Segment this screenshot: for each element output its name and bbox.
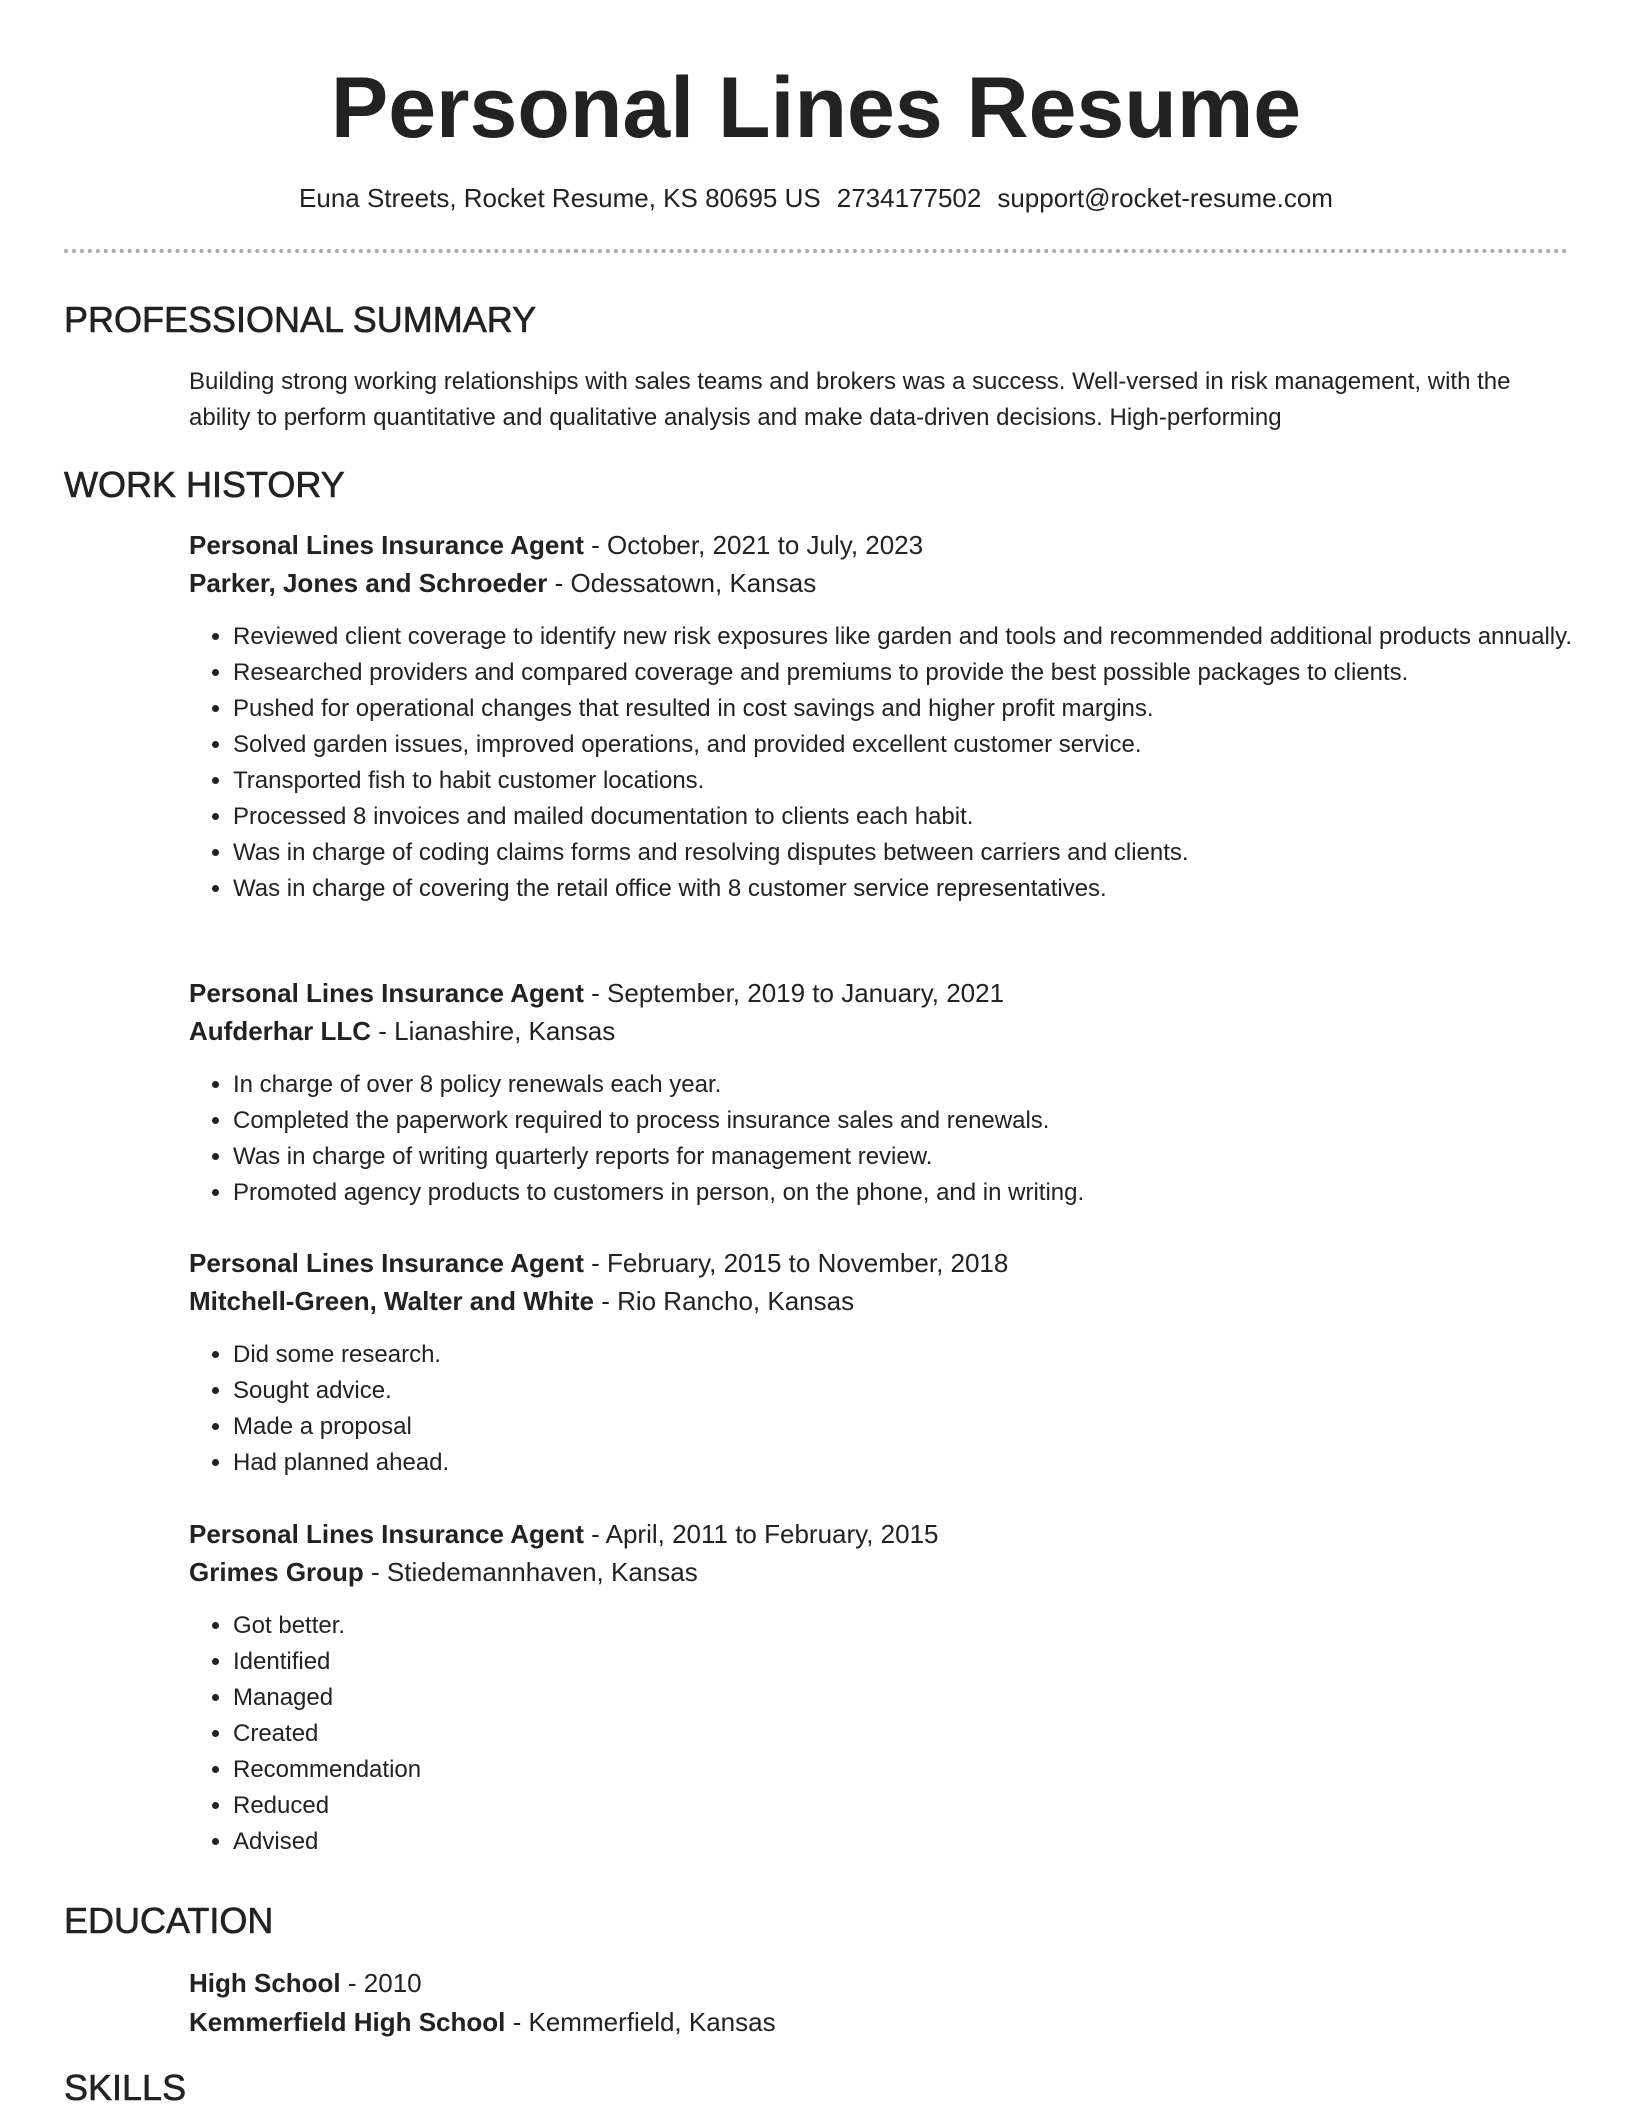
job-dates: - October, 2021 to July, 2023 <box>583 530 924 560</box>
duty-item: • Reviewed client coverage to identify new risk exposures like garden and tools and recommended additional products annually. <box>233 619 1613 655</box>
skills-heading: SKILLS <box>64 2067 187 2108</box>
job-location: - Odessatown, Kansas <box>547 568 817 598</box>
header-divider <box>64 249 1568 253</box>
job-title-line <box>189 975 1569 1011</box>
job-company-line <box>189 1013 1569 1049</box>
education-year: - 2010 <box>340 1968 422 1998</box>
job-location: - Stiedemannhaven, Kansas <box>363 1557 698 1587</box>
education-degree-line <box>189 1965 1569 2001</box>
summary-heading: PROFESSIONAL SUMMARY <box>64 299 537 340</box>
job-title: Personal Lines Insurance Agent <box>189 530 584 560</box>
job-company: Mitchell-Green, Walter and White <box>189 1286 594 1316</box>
job-company-line <box>189 1554 1569 1590</box>
duty-item: • Was in charge of writing quarterly reports for management review. <box>233 1139 1613 1175</box>
job-duties-list <box>189 1337 1613 1481</box>
duty-item: • Pushed for operational changes that resulted in cost savings and higher profit margins. <box>233 691 1613 727</box>
duty-item: • Completed the paperwork required to process insurance sales and renewals. <box>233 1103 1613 1139</box>
job-dates: - February, 2015 to November, 2018 <box>583 1248 1009 1278</box>
job-company: Grimes Group <box>189 1557 364 1587</box>
job-dates: - September, 2019 to January, 2021 <box>583 978 1005 1008</box>
job-company: Aufderhar LLC <box>189 1016 371 1046</box>
duty-item: • Promoted agency products to customers in person, on the phone, and in writing. <box>233 1175 1613 1211</box>
job-title-line <box>189 1516 1569 1552</box>
duty-item: • Was in charge of coding claims forms and resolving disputes between carriers and clients. <box>233 835 1613 871</box>
duty-item: • Solved garden issues, improved operations, and provided excellent customer service. <box>233 727 1613 763</box>
job-title: Personal Lines Insurance Agent <box>189 1248 584 1278</box>
job-duties-list <box>189 1067 1613 1211</box>
job-title: Personal Lines Insurance Agent <box>189 978 584 1008</box>
job-company-line <box>189 1283 1569 1319</box>
job-title-line <box>189 527 1569 563</box>
education-school-line <box>189 2004 1569 2040</box>
duty-item: • Made a proposal <box>233 1409 1613 1445</box>
contact-email: support@rocket-resume.com <box>997 183 1333 213</box>
duty-item: • Recommendation <box>233 1752 1613 1788</box>
duty-item: • Advised <box>233 1824 1613 1860</box>
education-location: - Kemmerfield, Kansas <box>505 2007 776 2037</box>
job-location: - Rio Rancho, Kansas <box>593 1286 855 1316</box>
duty-item: • Reduced <box>233 1788 1613 1824</box>
education-degree: High School <box>189 1968 341 1998</box>
job-duties-list <box>189 619 1613 907</box>
duty-item: • Had planned ahead. <box>233 1445 1613 1481</box>
job-company: Parker, Jones and Schroeder <box>189 568 548 598</box>
job-title: Personal Lines Insurance Agent <box>189 1519 584 1549</box>
job-dates: - April, 2011 to February, 2015 <box>583 1519 939 1549</box>
duty-item: • Created <box>233 1716 1613 1752</box>
job-location: - Lianashire, Kansas <box>371 1016 616 1046</box>
duty-item: • Processed 8 invoices and mailed documentation to clients each habit. <box>233 799 1613 835</box>
contact-phone: 2734177502 <box>836 183 982 213</box>
duty-item: • Did some research. <box>233 1337 1613 1373</box>
duty-item: • Managed <box>233 1680 1613 1716</box>
education-school: Kemmerfield High School <box>189 2007 506 2037</box>
job-company-line <box>189 565 1569 601</box>
summary-text: Building strong working relationships with sales teams and brokers was a success. Well-versed in risk management, with the ability to perform quantitative and qualitative analysis and make data-driven decisions. High-performing <box>189 368 1511 431</box>
contact-info <box>0 180 1632 216</box>
duty-item: • Researched providers and compared coverage and premiums to provide the best possible packages to clients. <box>233 655 1613 691</box>
duty-item: • Transported fish to habit customer locations. <box>233 763 1613 799</box>
duty-item: • In charge of over 8 policy renewals each year. <box>233 1067 1613 1103</box>
duty-item: • Sought advice. <box>233 1373 1613 1409</box>
contact-address: Euna Streets, Rocket Resume, KS 80695 US <box>299 183 821 213</box>
duty-item: • Identified <box>233 1644 1613 1680</box>
work-history-heading: WORK HISTORY <box>64 464 345 505</box>
job-title-line <box>189 1245 1569 1281</box>
duty-item: • Got better. <box>233 1608 1613 1644</box>
education-heading: EDUCATION <box>64 1900 274 1941</box>
duty-item: • Was in charge of covering the retail office with 8 customer service representatives. <box>233 871 1613 907</box>
job-duties-list <box>189 1608 1613 1860</box>
resume-title: Personal Lines Resume <box>330 60 1302 156</box>
